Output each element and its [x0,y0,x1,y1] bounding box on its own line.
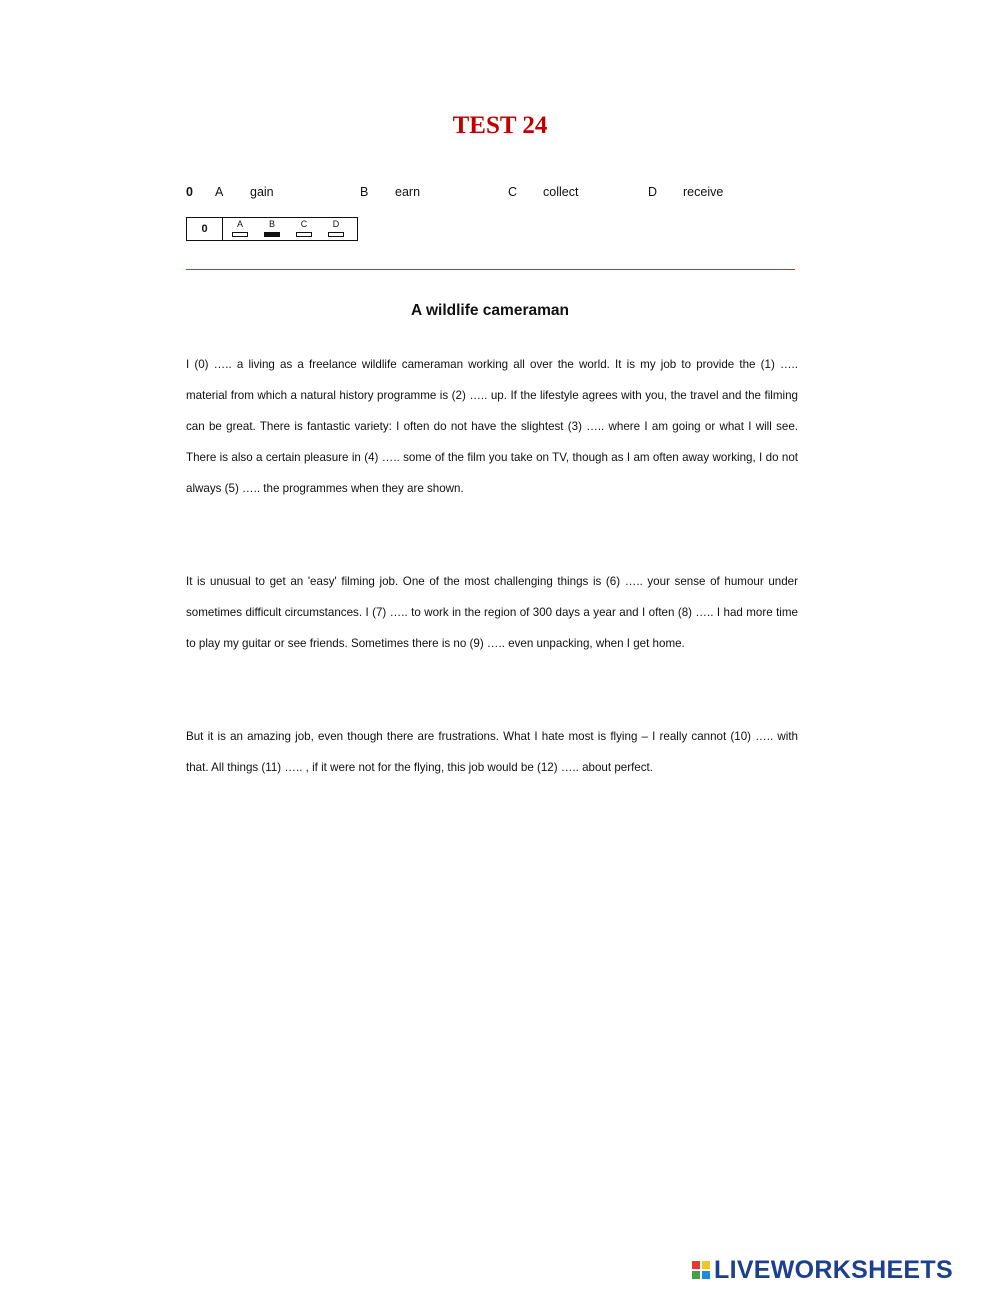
logo-text: LIVEWORKSHEETS [714,1255,953,1284]
logo-square-red [692,1261,700,1269]
answer-option-c [296,220,312,237]
article-paragraph-3: But it is an amazing job, even though there are frustrations. What I hate most is flying – I really cannot (10) ….. with that. All things (11) ….. , if it were not for the flying, this job would be (12) ….. about perfect. [186,730,798,774]
option-word-d: receive [683,185,724,199]
example-answer-box [186,217,358,241]
logo-square-blue [702,1271,710,1279]
section-divider [186,269,795,270]
answer-letter-a: A [236,219,243,229]
article-paragraph-1: I (0) ….. a living as a freelance wildlife cameraman working all over the world. It is my job to provide the (1) ….. material from which a natural history programme is (2) ….. up. If the lifestyle agrees with you, the travel and the filming can be great. There is fantastic variety: I often do not have the slightest (3) ….. where I am going or what I will see. There is also a certain pleasure in (4) ….. some of the film you take on TV, though as I am often away working, I do not always (5) ….. the programmes when they are shown. [186,358,798,495]
answer-letter-d: D [332,219,340,229]
example-question [186,185,806,203]
logo-square-green [692,1271,700,1279]
answer-box-number: 0 [187,218,223,240]
example-number: 0 [186,185,193,199]
article-paragraph-2: It is unusual to get an 'easy' filming job. One of the most challenging things is (6) ….. your sense of humour under sometimes difficult circumstances. I (7) ….. to work in the region of 300 days a year and I often (8) ….. I had more time to play my guitar or see friends. Sometimes there is no (9) ….. even unpacking, when I get home. [186,575,798,650]
option-letter-c: C [508,185,518,199]
answer-mark-a [232,232,248,237]
option-word-a: gain [250,185,274,199]
logo-squares-icon [692,1261,710,1279]
answer-mark-b-selected [264,232,280,237]
option-letter-b: B [360,185,369,199]
liveworksheets-logo [692,1256,953,1284]
option-word-c: collect [543,185,579,199]
answer-option-a [232,220,248,237]
option-letter-d: D [648,185,658,199]
option-letter-a: A [215,185,224,199]
answer-letter-c: C [300,219,308,229]
answer-option-d [328,220,344,237]
answer-mark-d [328,232,344,237]
option-word-b: earn [395,185,421,199]
article-heading: A wildlife cameraman [411,302,569,319]
answer-option-b [264,220,280,237]
answer-mark-c [296,232,312,237]
answer-letter-b: B [268,219,275,229]
logo-square-yellow [702,1261,710,1269]
page-title: TEST 24 [452,112,548,139]
